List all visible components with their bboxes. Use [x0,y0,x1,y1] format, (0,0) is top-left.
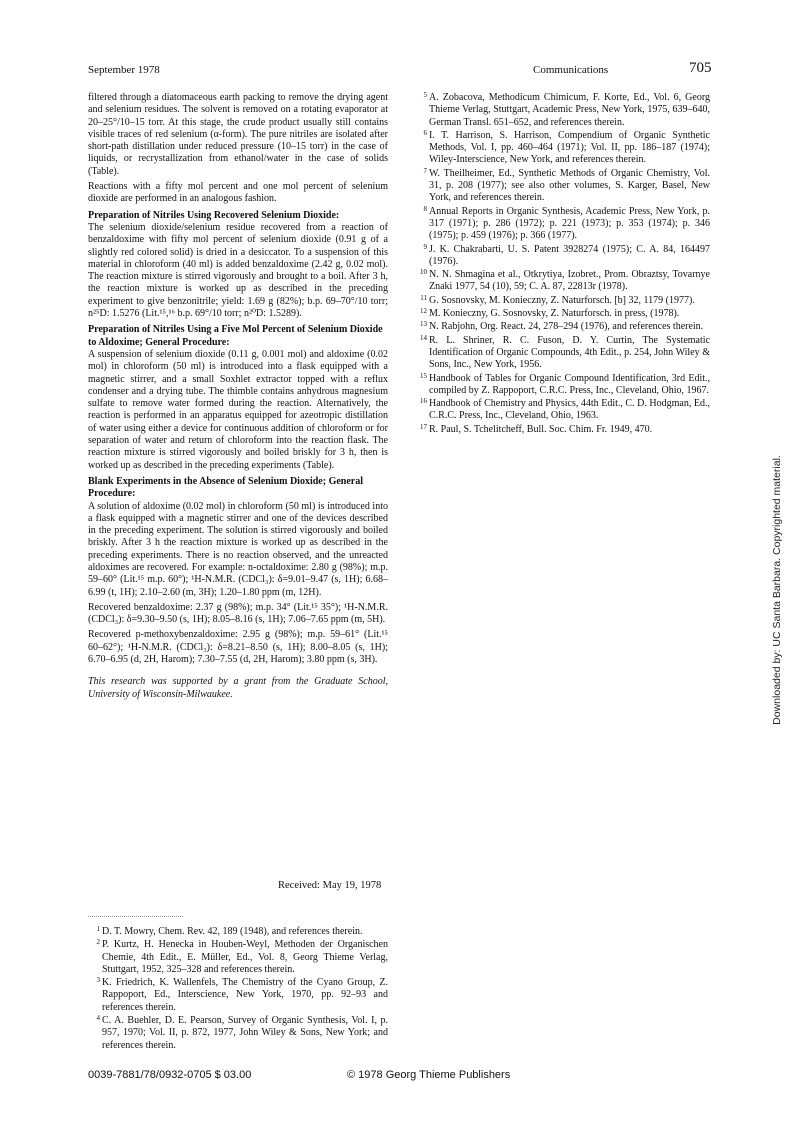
download-watermark-text: Downloaded by: UC Santa Barbara. Copyrighted material. [771,455,783,725]
reference-entry [415,424,710,436]
reference-text: R. L. Shriner, R. C. Fuson, D. Y. Curtin, The Systematic Identification of Organic Compounds, 4th Edit., p. 254, John Wiley & Sons, Inc., New York, 1956. [429,334,710,371]
reference-entry [415,321,710,333]
reference-number: 12 [420,307,427,316]
reference-number: 5 [423,91,427,99]
reference-text: A. Zobacova, Methodicum Chimicum, F. Korte, Ed., Vol. 6, Georg Thieme Verlag, Stuttgart, Academic Press, New York, 1975, 639–640, German Transl. 651–652, and references therein. [429,92,710,128]
reference-number: 17 [420,422,427,431]
reference-entry [415,269,710,294]
reference-text: D. T. Mowry, Chem. Rev. 42, 189 (1948), and references therein. [102,926,363,937]
acknowledgement: This research was supported by a grant from the Graduate School, University of Wisconsin-Milwaukee. [88,676,388,700]
section-heading: Blank Experiments in the Absence of Selenium Dioxide; General Procedure: [88,475,363,500]
reference-entry [415,130,710,167]
footnote-divider [88,916,183,917]
header-section: Communications [533,64,609,76]
reference-text: M. Konieczny, G. Sosnovsky, Z. Naturforsch. in press, (1978). [429,308,680,320]
reference-list [415,92,710,437]
body-paragraph: Recovered benzaldoxime: 2.37 g (98%); m.p. 34° (Lit.¹⁵ 35°); ¹H-N.M.R. (CDCl₃): δ=9.30–9.50 (s, 1H); 8.05–8.16 (s, 1H); 7.06–7.65 ppm (m, 5H). [88,601,388,626]
reference-number: 1 [96,925,100,933]
body-paragraph: filtered through a diatomaceous earth packing to remove the drying agent and selenium residues. The solvent is removed on a rotating evaporator at 20–25°/10–15 torr. At this stage, the crude product usually still contains visible traces of red selenium (α-form). The pure nitriles are isolated after short-path distillation under reduced pressure (10–15 torr) in the case of liquids, or recrystallization from ethanol/water in the case of solids (Table). [88,92,388,177]
page-number: 705 [689,60,712,76]
reference-text: P. Kurtz, H. Henecka in Houben-Weyl, Methoden der Organischen Chemie, 4th Edit., E. Müller, Ed., Vol. 8, Georg Thieme Verlag, Stuttgart, 1952, 325–328 and references therein. [102,939,388,975]
reference-number: 16 [420,397,427,406]
reference-text: K. Friedrich, K. Wallenfels, The Chemistry of the Cyano Group, Z. Rappoport, Ed., Interscience, New York, 1970, pp. 92–93 and references therein. [102,977,388,1013]
reference-text: Handbook of Chemistry and Physics, 44th Edit., C. D. Hodgman, Ed., C.R.C. Press, Inc., Cleveland, Ohio, 1963. [429,398,710,422]
body-paragraph: A solution of aldoxime (0.02 mol) in chloroform (50 ml) is introduced into a flask equipped with a magnetic stirrer and one of the devices described in the preceding experiment. The solution is stirred vigorously and boiled briskly. After 3 h the reaction mixture is worked up as described in the preceding experiments. There is no reaction observed, and the unreacted aldoximes are recovered. For example: n-octaldoxime: 2.80 g (98%); m.p. 59–60° (Lit.¹⁵ m.p. 60°); ¹H-N.M.R. (CDCl₃): δ=9.01–9.47 (s, 1H); 6.68–6.99 (t, 1H); 2.10–2.60 (m, 3H); 1.20–1.80 ppm (m, 12H). [88,500,388,598]
reference-entry [415,168,710,205]
reference-entry [88,926,388,938]
left-column-body [88,92,388,704]
footnote-list [88,926,388,1053]
copyright-notice: © 1978 Georg Thieme Publishers [347,1069,511,1081]
body-paragraph: The selenium dioxide/selenium residue recovered from a reaction of benzaldoxime with fifty mol percent of selenium dioxide (0.91 g of a slightly red colored solid) is dried in a desiccator. To a suspension of this material in chloroform (40 ml) is added benzaldoxime (2.42 g, 0.02 mol). The reaction mixture is stirred vigorously and brought to a boil. After 3 h, the reaction mixture is worked up as described in the preceding experiment to give benzonitrile; yield: 1.69 g (82%); b.p. 69–70°/10 torr; n²⁵D: 1.5276 (Lit.¹⁵,¹⁶ b.p. 69°/10 torr; n²⁰D: 1.5289). [88,221,388,320]
reference-number: 14 [420,333,427,342]
reference-number: 3 [96,976,100,985]
body-paragraph: Recovered p-methoxybenzaldoxime: 2.95 g (98%); m.p. 59–61° (Lit.¹⁵ 60–62°); ¹H-N.M.R. (CDCl₃): δ=8.21–8.50 (s, 1H); 8.00–8.05 (s, 1H); 6.70–6.95 (d, 2H, Harom); 7.30–7.55 (d, 2H, Harom); 3.80 ppm (s, 3H). [88,629,388,666]
reference-entry [415,295,710,307]
body-paragraph: A suspension of selenium dioxide (0.11 g, 0.001 mol) and aldoxime (0.02 mol) in chloroform (50 ml) is introduced into a flask equipped with a magnetic stirrer, and a small Soxhlet extractor topped with a reflux condenser and a drying tube. The thimble contains anhydrous magnesium sulfate to remove water formed during the reaction. Alternatively, the reaction is performed in an apparatus equipped for azeotropic distillation of water using either a device for continuous addition of chloroform or for separation of water and return of chloroform into the reaction flask. The reaction mixture is stirred vigorously and boiled briskly for 3 h, then is worked up as described in the preceding experiments (Table). [88,348,388,471]
section-heading: Preparation of Nitriles Using Recovered Selenium Dioxide: [88,209,340,221]
reference-entry [415,92,710,129]
reference-number: 13 [420,320,427,329]
reference-entry [88,939,388,976]
reference-text: N. N. Shmagina et al., Otkrytiya, Izobret., Prom. Obraztsy, Tovarnye Znaki 1977, 54 (10), 59; C. A. 87, 22813r (1978). [429,269,710,293]
reference-entry [415,373,710,398]
reference-entry [415,398,710,423]
body-paragraph: Reactions with a fifty mol percent and one mol percent of selenium dioxide are performed in an analogous fashion. [88,181,388,205]
reference-entry [415,206,710,243]
reference-text: Annual Reports in Organic Synthesis, Academic Press, New York, p. 317 (1971); p. 286 (1972); p. 221 (1973); p. 353 (1974); p. 346 (1975); p. 459 (1976); p. 366 (1977). [429,205,710,242]
reference-text: Handbook of Tables for Organic Compound Identification, 3rd Edit., compiled by Z. Rappoport, C.R.C. Press, Inc., Cleveland, Ohio, 1967. [429,372,710,396]
reference-number: 11 [420,293,427,302]
reference-number: 4 [96,1014,100,1023]
reference-text: N. Rabjohn, Org. React. 24, 278–294 (1976), and references therein. [429,321,704,333]
reference-number: 15 [420,371,427,380]
reference-number: 10 [420,268,427,277]
reference-text: R. Paul, S. Tchelitcheff, Bull. Soc. Chim. Fr. 1949, 470. [429,423,653,435]
reference-text: J. K. Chakrabarti, U. S. Patent 3928274 (1975); C. A. 84, 164497 (1976). [429,243,710,267]
section-heading: Preparation of Nitriles Using a Five Mol Percent of Selenium Dioxide to Aldoxime; General Procedure: [88,324,383,348]
reference-entry [88,977,388,1014]
reference-number: 2 [96,938,100,947]
reference-number: 8 [423,204,427,213]
reference-entry [415,308,710,320]
reference-number: 6 [423,128,427,137]
reference-number: 9 [423,242,427,251]
reference-text: G. Sosnovsky, M. Konieczny, Z. Naturforsch. [b] 32, 1179 (1977). [429,294,695,306]
header-date: September 1978 [88,64,160,76]
reference-entry [415,244,710,269]
received-date: Received: May 19, 1978 [278,880,382,891]
journal-code: 0039-7881/78/0932-0705 $ 03.00 [88,1069,252,1081]
reference-entry [88,1015,388,1052]
reference-text: W. Theilheimer, Ed., Synthetic Methods of Organic Chemistry, Vol. 31, p. 208 (1977); see also other volumes, S. Karger, Basel, New York, and references therein. [429,167,710,204]
reference-entry [415,335,710,372]
reference-text: I. T. Harrison, S. Harrison, Compendium of Organic Synthetic Methods, Vol. I, pp. 460–464 (1971); Vol. II, pp. 186–187 (1974); Wiley-Interscience, New York, and references therein. [429,129,710,166]
reference-text: C. A. Buehler, D. E. Pearson, Survey of Organic Synthesis, Vol. I, p. 957, 1970; Vol. II, p. 872, 1977, John Wiley & Sons, New York; and references therein. [102,1015,388,1051]
reference-number: 7 [423,166,427,175]
